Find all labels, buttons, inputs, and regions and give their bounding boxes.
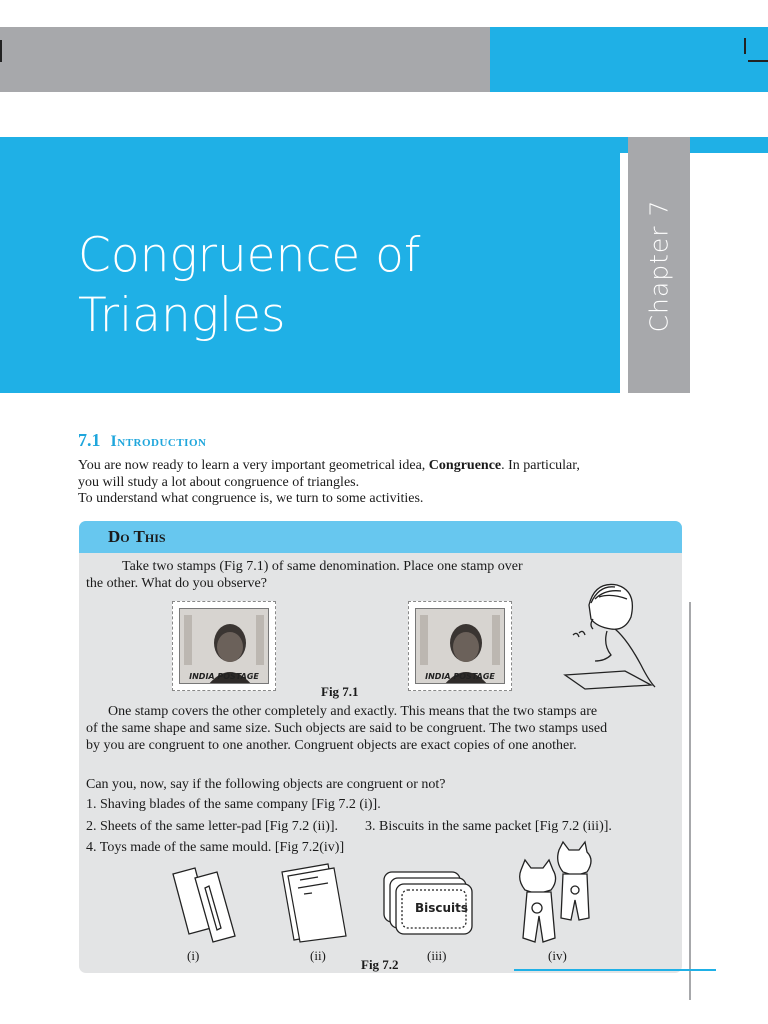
section-number: 7.1	[78, 430, 101, 450]
sub-caption-iii: (iii)	[427, 948, 447, 963]
activity-panel-header	[79, 521, 682, 553]
intro-line3: To understand what congruence is, we turn to some activities.	[78, 491, 424, 506]
crop-mark-left	[0, 40, 2, 62]
stamp-image-1	[172, 601, 276, 691]
fig-7-2-caption: Fig 7.2	[361, 957, 399, 972]
intro-bold-term: Congruence	[428, 458, 502, 473]
chapter-title	[78, 226, 598, 346]
chapter-label: Chapter 7	[644, 199, 674, 333]
stamp-text-2: INDIA POSTAGE	[425, 672, 495, 681]
chapter-title-line2: Triangles	[78, 288, 286, 343]
activity-para2	[86, 703, 611, 754]
margin-rule-vertical	[689, 602, 691, 1000]
banner-strip	[690, 137, 768, 153]
biscuits-illustration	[382, 868, 474, 940]
sub-caption-i: (i)	[187, 948, 200, 963]
margin-rule-horizontal	[514, 969, 716, 971]
header-bar-gray	[0, 27, 490, 92]
list-item-1: 1. Shaving blades of the same company [Fig 7.2 (i)].	[86, 797, 381, 812]
activity-para1	[86, 558, 611, 592]
chapter-title-line1: Congruence of	[78, 228, 421, 283]
intro-text	[78, 458, 618, 508]
letter-pad-sheets-illustration	[278, 862, 350, 944]
shaving-blades-illustration	[165, 864, 245, 946]
biscuit-label: Biscuits	[415, 901, 469, 915]
list-item-2: 2. Sheets of the same letter-pad [Fig 7.2 (ii)].	[86, 819, 339, 834]
list-item-4: 4. Toys made of the same mould. [Fig 7.2(iv)]	[86, 840, 345, 855]
crop-mark-right-h	[748, 60, 768, 62]
activity-para1-line2: the other. What do you observe?	[86, 576, 267, 591]
activity-para2-text: One stamp covers the other completely and exactly. This means that the two stamps are of the same shape and same size. Such objects are said to be congruent. The two stamps used by you are congruent to one another. Congruent objects are exact copies of one another.	[86, 704, 608, 753]
question-text: Can you, now, say if the following objects are congruent or not?	[86, 777, 446, 792]
section-heading	[78, 430, 206, 451]
intro-line1	[78, 458, 618, 475]
intro-line1-b: . In particular,	[501, 458, 580, 473]
chapter-tab-gap	[620, 153, 628, 393]
boy-sketch-illustration	[555, 575, 675, 700]
activity-para1-line1: Take two stamps (Fig 7.1) of same denomination. Place one stamp over	[122, 559, 523, 574]
fig-7-1-caption: Fig 7.1	[321, 684, 359, 699]
sub-caption-iv: (iv)	[548, 948, 567, 963]
toys-illustration	[515, 840, 599, 948]
intro-line2: you will study a lot about congruence of triangles.	[78, 474, 360, 490]
activity-heading: Do This	[108, 527, 166, 546]
stamp-text-1: INDIA POSTAGE	[189, 672, 259, 681]
stamp-image-2	[408, 601, 512, 691]
header-bar-blue	[490, 27, 768, 92]
list-item-3: 3. Biscuits in the same packet [Fig 7.2 (iii)].	[365, 819, 612, 834]
intro-line1-a: You are now ready to learn a very important geometrical idea,	[78, 458, 429, 473]
section-title: Introduction	[110, 433, 207, 450]
crop-mark-right	[744, 38, 746, 54]
sub-caption-ii: (ii)	[310, 948, 326, 963]
